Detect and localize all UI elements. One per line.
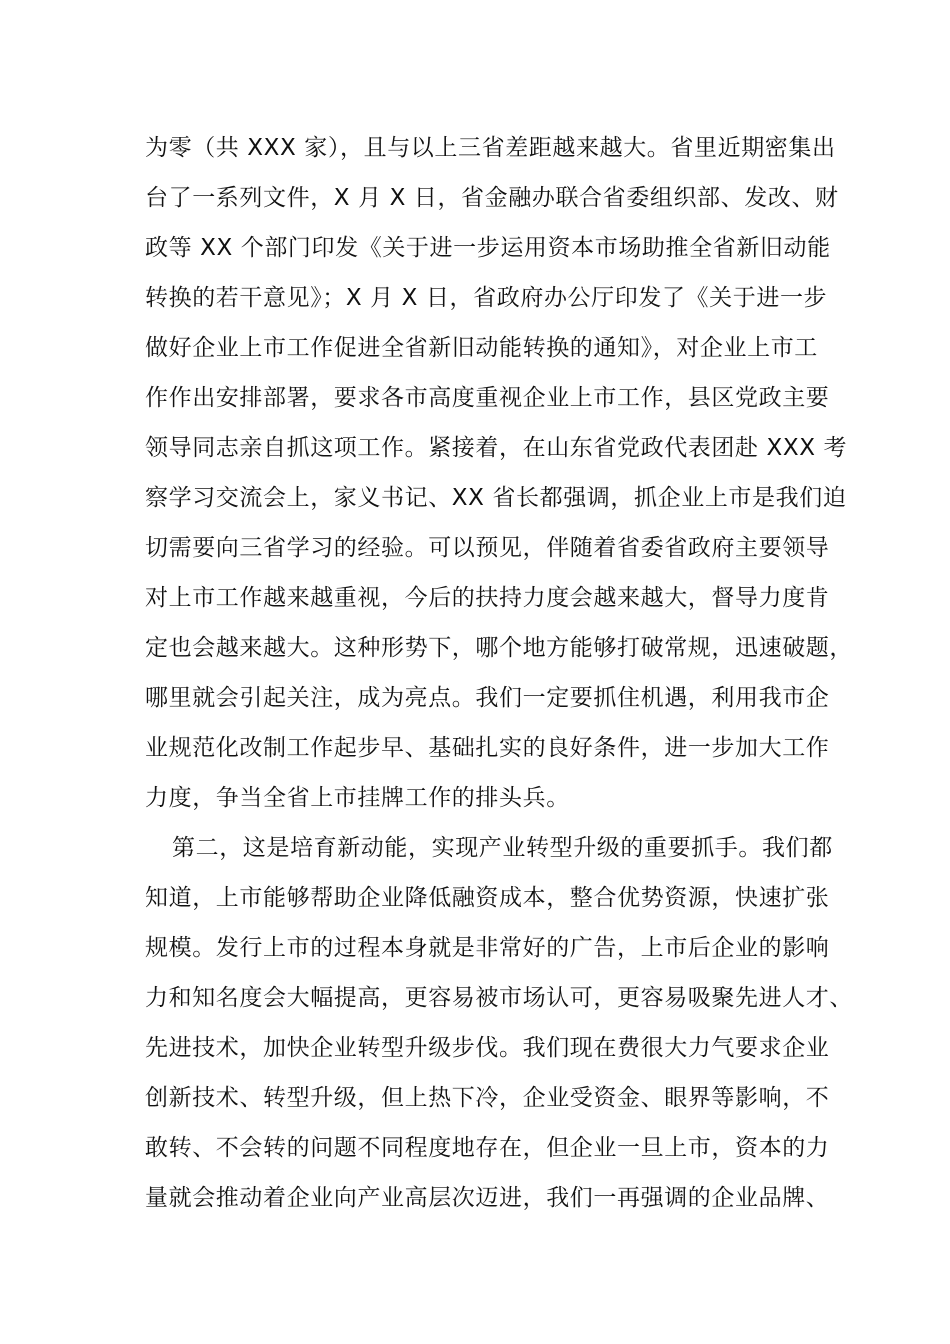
paragraph-start-line: 第二，这是培育新动能，实现产业转型升级的重要抓手。我们都 bbox=[172, 835, 833, 861]
text-line-21: 敢转、不会转的问题不同程度地存在，但企业一旦上市，资本的力 bbox=[145, 1135, 830, 1161]
text-line-5: 做好企业上市工作促进全省新旧动能转换的通知》，对企业上市工 bbox=[145, 335, 818, 361]
text-line-17: 规模。发行上市的过程本身就是非常好的广告，上市后企业的影响 bbox=[145, 935, 830, 961]
text-line-13: 业规范化改制工作起步早、基础扎实的良好条件，进一步加大工作 bbox=[145, 735, 830, 761]
text-line-19: 先进技术，加快企业转型升级步伐。我们现在费很大力气要求企业 bbox=[145, 1035, 830, 1061]
text-line-2: 台了一系列文件，X 月 X 日，省金融办联合省委组织部、发改、财 bbox=[145, 185, 839, 211]
text-line-14: 力度，争当全省上市挂牌工作的排头兵。 bbox=[145, 785, 570, 811]
text-line-8: 察学习交流会上，家义书记、XX 省长都强调，抓企业上市是我们迫 bbox=[145, 485, 847, 511]
text-line-4: 转换的若干意见》；X 月 X 日，省政府办公厅印发了《关于进一步 bbox=[145, 285, 828, 311]
text-line-1: 为零（共 XXX 家），且与以上三省差距越来越大。省里近期密集出 bbox=[145, 135, 836, 161]
text-line-22: 量就会推动着企业向产业高层次迈进，我们一再强调的企业品牌、 bbox=[145, 1185, 830, 1211]
text-line-20: 创新技术、转型升级，但上热下冷，企业受资金、眼界等影响，不 bbox=[145, 1085, 830, 1111]
text-line-18: 力和知名度会大幅提高，更容易被市场认可，更容易吸聚先进人才、 bbox=[145, 985, 853, 1011]
text-line-6: 作作出安排部署，要求各市高度重视企业上市工作，县区党政主要 bbox=[145, 385, 830, 411]
text-line-3: 政等 XX 个部门印发《关于进一步运用资本市场助推全省新旧动能 bbox=[145, 235, 831, 261]
text-line-12: 哪里就会引起关注，成为亮点。我们一定要抓住机遇，利用我市企 bbox=[145, 685, 830, 711]
text-line-7: 领导同志亲自抓这项工作。紧接着，在山东省党政代表团赴 XXX 考 bbox=[145, 435, 848, 461]
text-line-9: 切需要向三省学习的经验。可以预见，伴随着省委省政府主要领导 bbox=[145, 535, 830, 561]
text-line-16: 知道，上市能够帮助企业降低融资成本，整合优势资源，快速扩张 bbox=[145, 885, 830, 911]
text-line-11: 定也会越来越大。这种形势下，哪个地方能够打破常规，迅速破题， bbox=[145, 635, 853, 661]
text-line-10: 对上市工作越来越重视，今后的扶持力度会越来越大，督导力度肯 bbox=[145, 585, 830, 611]
